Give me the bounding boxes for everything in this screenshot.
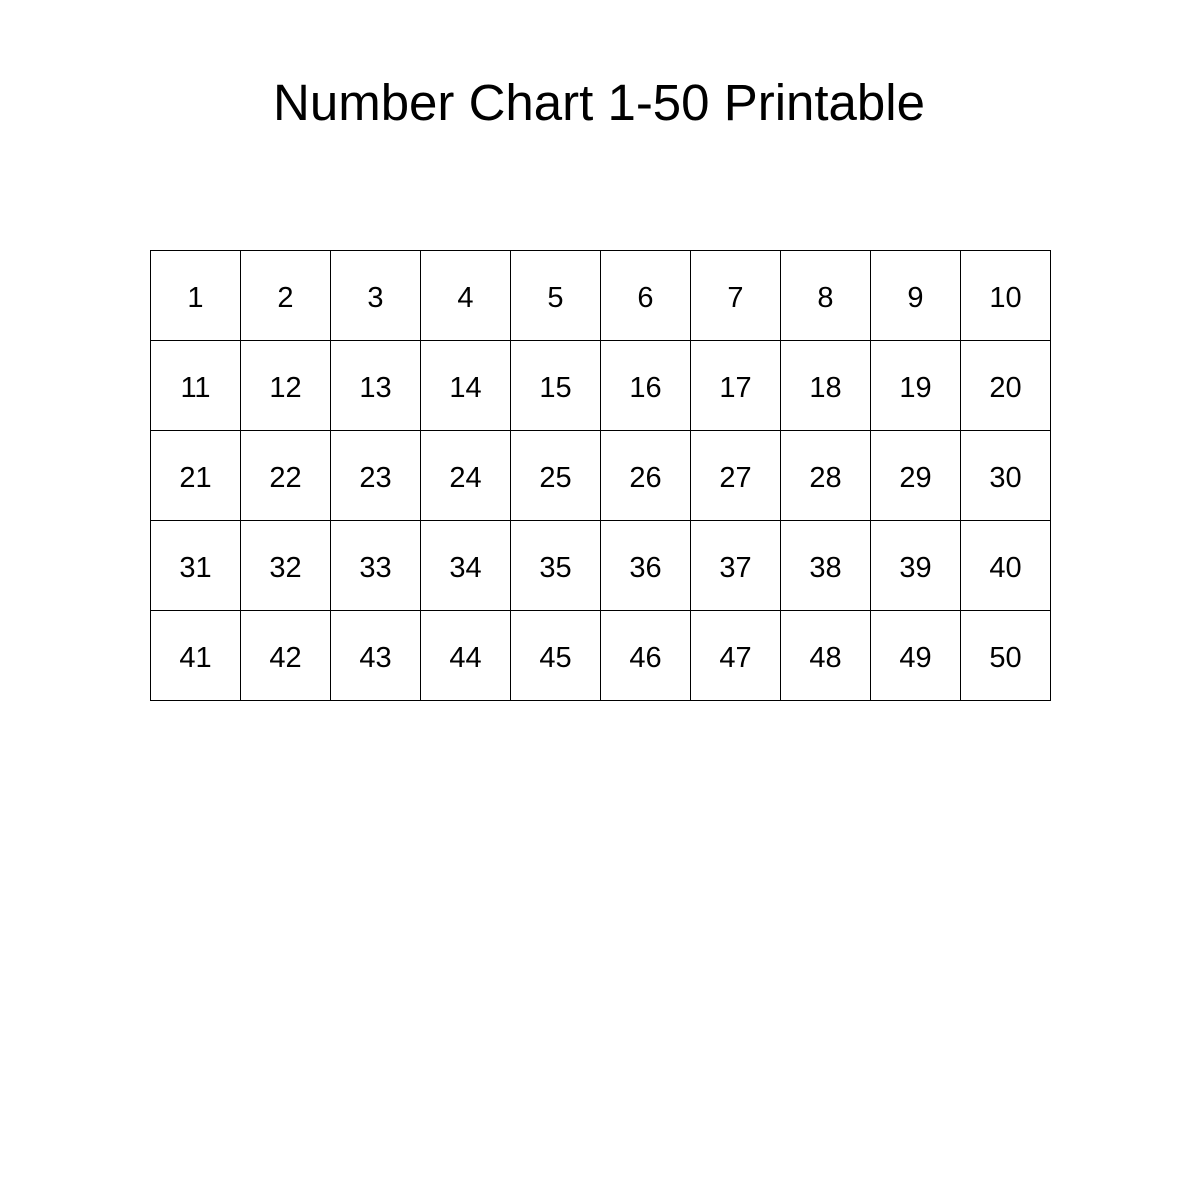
number-cell: 3: [331, 251, 421, 341]
grid-row: [151, 431, 1051, 521]
number-cell: 49: [871, 611, 961, 701]
number-cell: 22: [241, 431, 331, 521]
number-cell: 45: [511, 611, 601, 701]
number-cell: 14: [421, 341, 511, 431]
number-cell: 50: [961, 611, 1051, 701]
number-cell: 37: [691, 521, 781, 611]
number-cell: 24: [421, 431, 511, 521]
number-cell: 16: [601, 341, 691, 431]
page-title: Number Chart 1-50 Printable: [273, 74, 925, 131]
number-cell: 23: [331, 431, 421, 521]
number-cell: 44: [421, 611, 511, 701]
number-cell: 13: [331, 341, 421, 431]
number-cell: 18: [781, 341, 871, 431]
number-chart-grid: [150, 250, 1051, 701]
number-cell: 26: [601, 431, 691, 521]
number-cell: 46: [601, 611, 691, 701]
number-cell: 43: [331, 611, 421, 701]
number-cell: 15: [511, 341, 601, 431]
number-cell: 27: [691, 431, 781, 521]
number-cell: 20: [961, 341, 1051, 431]
number-cell: 25: [511, 431, 601, 521]
number-cell: 17: [691, 341, 781, 431]
number-cell: 2: [241, 251, 331, 341]
number-cell: 33: [331, 521, 421, 611]
number-cell: 35: [511, 521, 601, 611]
number-chart-body: [151, 251, 1051, 701]
number-cell: 34: [421, 521, 511, 611]
number-cell: 19: [871, 341, 961, 431]
number-cell: 30: [961, 431, 1051, 521]
number-cell: 28: [781, 431, 871, 521]
number-cell: 31: [151, 521, 241, 611]
number-cell: 21: [151, 431, 241, 521]
number-cell: 41: [151, 611, 241, 701]
number-cell: 40: [961, 521, 1051, 611]
number-cell: 48: [781, 611, 871, 701]
grid-row: [151, 611, 1051, 701]
number-cell: 1: [151, 251, 241, 341]
number-cell: 42: [241, 611, 331, 701]
number-cell: 5: [511, 251, 601, 341]
number-cell: 4: [421, 251, 511, 341]
number-cell: 36: [601, 521, 691, 611]
number-cell: 12: [241, 341, 331, 431]
number-cell: 8: [781, 251, 871, 341]
number-cell: 29: [871, 431, 961, 521]
number-cell: 39: [871, 521, 961, 611]
number-cell: 10: [961, 251, 1051, 341]
grid-row: [151, 251, 1051, 341]
grid-row: [151, 521, 1051, 611]
number-cell: 32: [241, 521, 331, 611]
number-cell: 38: [781, 521, 871, 611]
grid-row: [151, 341, 1051, 431]
number-cell: 9: [871, 251, 961, 341]
number-cell: 6: [601, 251, 691, 341]
number-cell: 11: [151, 341, 241, 431]
number-cell: 47: [691, 611, 781, 701]
number-cell: 7: [691, 251, 781, 341]
